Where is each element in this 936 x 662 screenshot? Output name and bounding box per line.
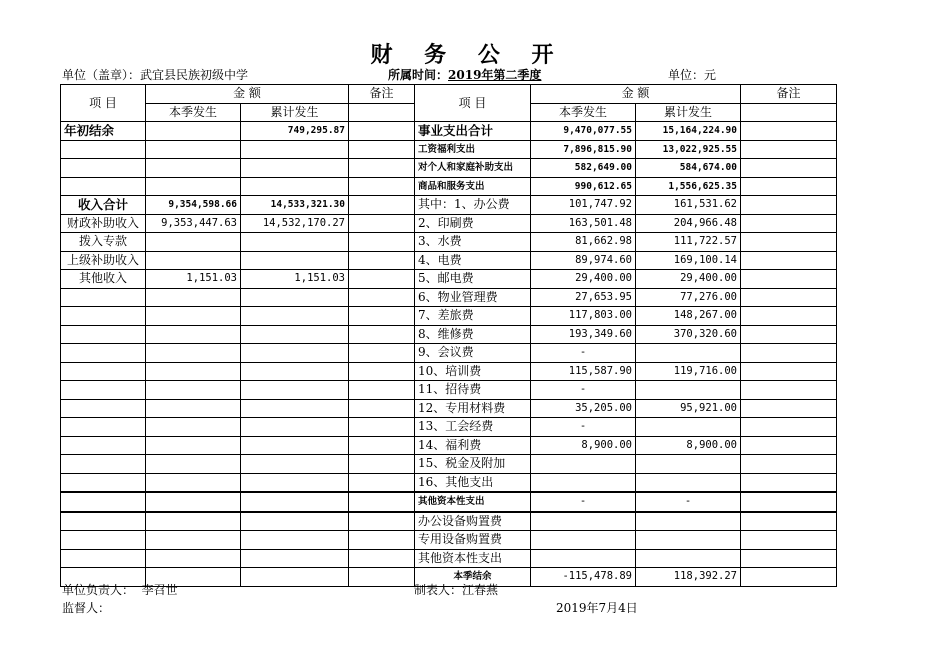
- preparer: [414, 581, 498, 598]
- left-cumulative-cell: 14,533,321.30: [241, 196, 349, 215]
- left-cumulative-cell: [241, 418, 349, 437]
- left-current-cell: [146, 492, 241, 512]
- left-cumulative-cell: [241, 473, 349, 492]
- left-current-cell: [146, 473, 241, 492]
- left-remarks-cell: [349, 307, 415, 326]
- right-cumulative-cell: [636, 531, 741, 550]
- left-remarks-cell: [349, 549, 415, 568]
- left-item-cell: [61, 418, 146, 437]
- left-current-cell: [146, 362, 241, 381]
- right-cumulative-cell: 148,267.00: [636, 307, 741, 326]
- period-value: 2019年第二季度: [448, 68, 542, 82]
- header-remarks-blank-left: [349, 103, 415, 122]
- left-remarks-cell: [349, 455, 415, 474]
- right-item-cell: 工资福利支出: [415, 140, 531, 159]
- header-amount-left: 金 额: [146, 85, 349, 104]
- right-current-cell: [531, 473, 636, 492]
- right-cumulative-cell: 1,556,625.35: [636, 177, 741, 196]
- left-cumulative-cell: [241, 436, 349, 455]
- right-remarks-cell: [741, 177, 837, 196]
- right-item-cell: 专用设备购置费: [415, 531, 531, 550]
- table-row: [61, 492, 837, 512]
- left-current-cell: [146, 177, 241, 196]
- left-remarks-cell: [349, 288, 415, 307]
- table-row: [61, 531, 837, 550]
- right-item-cell: 对个人和家庭补助支出: [415, 159, 531, 178]
- right-remarks-cell: [741, 381, 837, 400]
- header-remarks-blank-right: [741, 103, 837, 122]
- left-cumulative-cell: [241, 455, 349, 474]
- left-item-cell: [61, 288, 146, 307]
- right-current-cell: [531, 549, 636, 568]
- left-remarks-cell: [349, 492, 415, 512]
- left-remarks-cell: [349, 568, 415, 587]
- left-remarks-cell: [349, 531, 415, 550]
- right-remarks-cell: [741, 122, 837, 141]
- preparer-name: 江春燕: [462, 583, 499, 597]
- table-row: [61, 362, 837, 381]
- left-current-cell: [146, 233, 241, 252]
- left-current-cell: [146, 251, 241, 270]
- unit-label: 单位（盖章）：武宜县民族初级中学: [62, 68, 249, 82]
- left-cumulative-cell: [241, 381, 349, 400]
- right-item-cell: 7、差旅费: [415, 307, 531, 326]
- right-item-cell: 事业支出合计: [415, 122, 531, 141]
- right-item-cell: 其中：1、办公费: [415, 196, 531, 215]
- header-current-left: 本季发生: [146, 103, 241, 122]
- left-item-cell: [61, 307, 146, 326]
- left-remarks-cell: [349, 270, 415, 289]
- right-cumulative-cell: [636, 344, 741, 363]
- right-remarks-cell: [741, 473, 837, 492]
- left-item-cell: 上级补助收入: [61, 251, 146, 270]
- table-row: [61, 512, 837, 531]
- right-remarks-cell: [741, 531, 837, 550]
- right-item-cell: 6、物业管理费: [415, 288, 531, 307]
- left-current-cell: [146, 549, 241, 568]
- right-current-cell: 89,974.60: [531, 251, 636, 270]
- page-title: 财 务 公 开: [370, 43, 566, 68]
- left-cumulative-cell: [241, 512, 349, 531]
- table-row: [61, 325, 837, 344]
- right-remarks-cell: [741, 159, 837, 178]
- right-current-cell: 101,747.92: [531, 196, 636, 215]
- header-remarks-right: 备注: [741, 85, 837, 104]
- right-remarks-cell: [741, 362, 837, 381]
- right-current-cell: [531, 531, 636, 550]
- left-cumulative-cell: 14,532,170.27: [241, 214, 349, 233]
- left-item-cell: 年初结余: [61, 122, 146, 141]
- header-cumulative-right: 累计发生: [636, 103, 741, 122]
- responsible-name: 李召世: [141, 583, 178, 597]
- right-current-cell: 8,900.00: [531, 436, 636, 455]
- right-current-cell: 582,649.00: [531, 159, 636, 178]
- left-remarks-cell: [349, 233, 415, 252]
- left-current-cell: [146, 325, 241, 344]
- right-item-cell: 11、招待费: [415, 381, 531, 400]
- right-item-cell: 5、邮电费: [415, 270, 531, 289]
- right-cumulative-cell: 204,966.48: [636, 214, 741, 233]
- table-row: [61, 455, 837, 474]
- right-current-cell: 193,349.60: [531, 325, 636, 344]
- right-cumulative-cell: 118,392.27: [636, 568, 741, 587]
- period-label: [388, 66, 541, 83]
- left-item-cell: 拨入专款: [61, 233, 146, 252]
- left-remarks-cell: [349, 399, 415, 418]
- left-cumulative-cell: [241, 159, 349, 178]
- right-item-cell: 4、电费: [415, 251, 531, 270]
- left-remarks-cell: [349, 381, 415, 400]
- left-remarks-cell: [349, 159, 415, 178]
- right-cumulative-cell: [636, 418, 741, 437]
- left-remarks-cell: [349, 122, 415, 141]
- right-cumulative-cell: 161,531.62: [636, 196, 741, 215]
- right-cumulative-cell: 77,276.00: [636, 288, 741, 307]
- right-item-cell: 其他资本性支出: [415, 549, 531, 568]
- table-row: [61, 159, 837, 178]
- right-cumulative-cell: 119,716.00: [636, 362, 741, 381]
- right-remarks-cell: [741, 455, 837, 474]
- right-remarks-cell: [741, 568, 837, 587]
- left-current-cell: [146, 399, 241, 418]
- left-item-cell: [61, 436, 146, 455]
- left-cumulative-cell: 1,151.03: [241, 270, 349, 289]
- table-row: [61, 233, 837, 252]
- right-remarks-cell: [741, 344, 837, 363]
- table-row: [61, 418, 837, 437]
- right-current-cell: 7,896,815.90: [531, 140, 636, 159]
- header-cumulative-left: 累计发生: [241, 103, 349, 122]
- left-remarks-cell: [349, 325, 415, 344]
- left-current-cell: [146, 307, 241, 326]
- left-remarks-cell: [349, 344, 415, 363]
- left-item-cell: 财政补助收入: [61, 214, 146, 233]
- left-current-cell: [146, 418, 241, 437]
- right-item-cell: 12、专用材料费: [415, 399, 531, 418]
- right-item-cell: 本季结余: [415, 568, 531, 587]
- left-current-cell: 1,151.03: [146, 270, 241, 289]
- right-remarks-cell: [741, 325, 837, 344]
- right-current-cell: 990,612.65: [531, 177, 636, 196]
- right-current-cell: 27,653.95: [531, 288, 636, 307]
- right-remarks-cell: [741, 436, 837, 455]
- left-current-cell: [146, 122, 241, 141]
- right-current-cell: [531, 512, 636, 531]
- left-cumulative-cell: [241, 568, 349, 587]
- left-current-cell: 9,354,598.66: [146, 196, 241, 215]
- right-current-cell: [531, 455, 636, 474]
- right-current-cell: -: [531, 381, 636, 400]
- left-cumulative-cell: [241, 531, 349, 550]
- table-row: [61, 473, 837, 492]
- left-cumulative-cell: [241, 177, 349, 196]
- left-remarks-cell: [349, 214, 415, 233]
- right-remarks-cell: [741, 140, 837, 159]
- right-current-cell: 115,587.90: [531, 362, 636, 381]
- left-remarks-cell: [349, 473, 415, 492]
- left-cumulative-cell: [241, 233, 349, 252]
- left-current-cell: 9,353,447.63: [146, 214, 241, 233]
- left-remarks-cell: [349, 512, 415, 531]
- right-item-cell: 办公设备购置费: [415, 512, 531, 531]
- right-cumulative-cell: [636, 512, 741, 531]
- left-cumulative-cell: [241, 492, 349, 512]
- left-item-cell: [61, 549, 146, 568]
- left-current-cell: [146, 455, 241, 474]
- table-row: [61, 307, 837, 326]
- left-current-cell: [146, 140, 241, 159]
- left-current-cell: [146, 381, 241, 400]
- right-current-cell: 163,501.48: [531, 214, 636, 233]
- left-cumulative-cell: [241, 325, 349, 344]
- left-remarks-cell: [349, 418, 415, 437]
- right-remarks-cell: [741, 270, 837, 289]
- table-row: [61, 399, 837, 418]
- table-row: [61, 140, 837, 159]
- period-prefix: 所属时间：: [388, 68, 449, 82]
- left-cumulative-cell: [241, 251, 349, 270]
- right-cumulative-cell: [636, 549, 741, 568]
- left-cumulative-cell: [241, 362, 349, 381]
- left-item-cell: [61, 177, 146, 196]
- right-cumulative-cell: [636, 473, 741, 492]
- left-current-cell: [146, 436, 241, 455]
- left-cumulative-cell: [241, 399, 349, 418]
- right-item-cell: 14、福利费: [415, 436, 531, 455]
- right-item-cell: 9、会议费: [415, 344, 531, 363]
- right-current-cell: -: [531, 418, 636, 437]
- right-current-cell: -115,478.89: [531, 568, 636, 587]
- header-item-left: 项 目: [61, 85, 146, 122]
- left-cumulative-cell: [241, 140, 349, 159]
- right-current-cell: 35,205.00: [531, 399, 636, 418]
- header-current-right: 本季发生: [531, 103, 636, 122]
- left-cumulative-cell: [241, 549, 349, 568]
- responsible-label: 单位负责人：: [62, 583, 135, 597]
- left-current-cell: [146, 159, 241, 178]
- left-item-cell: [61, 531, 146, 550]
- header-amount-right: 金 额: [531, 85, 741, 104]
- left-remarks-cell: [349, 251, 415, 270]
- preparer-label: 制表人：: [414, 583, 463, 597]
- table-row: [61, 549, 837, 568]
- table-row: [61, 214, 837, 233]
- table-row: [61, 196, 837, 215]
- table-row: [61, 270, 837, 289]
- left-item-cell: [61, 159, 146, 178]
- left-cumulative-cell: [241, 288, 349, 307]
- left-item-cell: [61, 325, 146, 344]
- currency-label: 单位：元: [668, 68, 717, 82]
- right-cumulative-cell: 95,921.00: [636, 399, 741, 418]
- right-remarks-cell: [741, 307, 837, 326]
- left-cumulative-cell: 749,295.87: [241, 122, 349, 141]
- right-remarks-cell: [741, 214, 837, 233]
- right-item-cell: 3、水费: [415, 233, 531, 252]
- right-remarks-cell: [741, 196, 837, 215]
- left-cumulative-cell: [241, 307, 349, 326]
- left-remarks-cell: [349, 140, 415, 159]
- table-row: [61, 436, 837, 455]
- right-cumulative-cell: 13,022,925.55: [636, 140, 741, 159]
- right-cumulative-cell: [636, 381, 741, 400]
- right-cumulative-cell: 29,400.00: [636, 270, 741, 289]
- finance-table: [60, 84, 837, 587]
- left-remarks-cell: [349, 177, 415, 196]
- left-remarks-cell: [349, 196, 415, 215]
- left-remarks-cell: [349, 362, 415, 381]
- responsible: [62, 581, 178, 598]
- left-current-cell: [146, 344, 241, 363]
- table-row: [61, 288, 837, 307]
- right-cumulative-cell: 8,900.00: [636, 436, 741, 455]
- right-current-cell: 9,470,077.55: [531, 122, 636, 141]
- left-item-cell: [61, 381, 146, 400]
- right-item-cell: 13、工会经费: [415, 418, 531, 437]
- right-item-cell: 其他资本性支出: [415, 492, 531, 512]
- left-cumulative-cell: [241, 344, 349, 363]
- right-remarks-cell: [741, 549, 837, 568]
- right-cumulative-cell: 111,722.57: [636, 233, 741, 252]
- left-item-cell: [61, 140, 146, 159]
- right-remarks-cell: [741, 418, 837, 437]
- left-remarks-cell: [349, 436, 415, 455]
- right-cumulative-cell: 584,674.00: [636, 159, 741, 178]
- right-cumulative-cell: 370,320.60: [636, 325, 741, 344]
- left-item-cell: 收入合计: [61, 196, 146, 215]
- left-item-cell: [61, 455, 146, 474]
- table-row: [61, 251, 837, 270]
- right-current-cell: 81,662.98: [531, 233, 636, 252]
- left-current-cell: [146, 512, 241, 531]
- left-item-cell: [61, 473, 146, 492]
- right-item-cell: 8、维修费: [415, 325, 531, 344]
- right-remarks-cell: [741, 492, 837, 512]
- right-item-cell: 商品和服务支出: [415, 177, 531, 196]
- right-cumulative-cell: -: [636, 492, 741, 512]
- supervisor-label: 监督人：: [62, 601, 111, 615]
- left-item-cell: [61, 344, 146, 363]
- right-item-cell: 15、税金及附加: [415, 455, 531, 474]
- left-item-cell: 其他收入: [61, 270, 146, 289]
- left-current-cell: [146, 531, 241, 550]
- left-item-cell: [61, 362, 146, 381]
- left-item-cell: [61, 512, 146, 531]
- right-current-cell: 117,803.00: [531, 307, 636, 326]
- left-current-cell: [146, 288, 241, 307]
- table-row: [61, 344, 837, 363]
- table-row: [61, 177, 837, 196]
- right-remarks-cell: [741, 288, 837, 307]
- left-item-cell: [61, 399, 146, 418]
- right-item-cell: 10、培训费: [415, 362, 531, 381]
- right-item-cell: 16、其他支出: [415, 473, 531, 492]
- right-current-cell: -: [531, 492, 636, 512]
- right-current-cell: 29,400.00: [531, 270, 636, 289]
- right-cumulative-cell: 169,100.14: [636, 251, 741, 270]
- right-remarks-cell: [741, 512, 837, 531]
- right-remarks-cell: [741, 251, 837, 270]
- right-remarks-cell: [741, 233, 837, 252]
- table-row: [61, 122, 837, 141]
- right-item-cell: 2、印刷费: [415, 214, 531, 233]
- table-row: [61, 381, 837, 400]
- header-remarks-left: 备注: [349, 85, 415, 104]
- right-remarks-cell: [741, 399, 837, 418]
- right-current-cell: -: [531, 344, 636, 363]
- right-cumulative-cell: 15,164,224.90: [636, 122, 741, 141]
- left-item-cell: [61, 492, 146, 512]
- header-item-right: 项 目: [415, 85, 531, 122]
- report-date: 2019年7月4日: [556, 601, 638, 615]
- right-cumulative-cell: [636, 455, 741, 474]
